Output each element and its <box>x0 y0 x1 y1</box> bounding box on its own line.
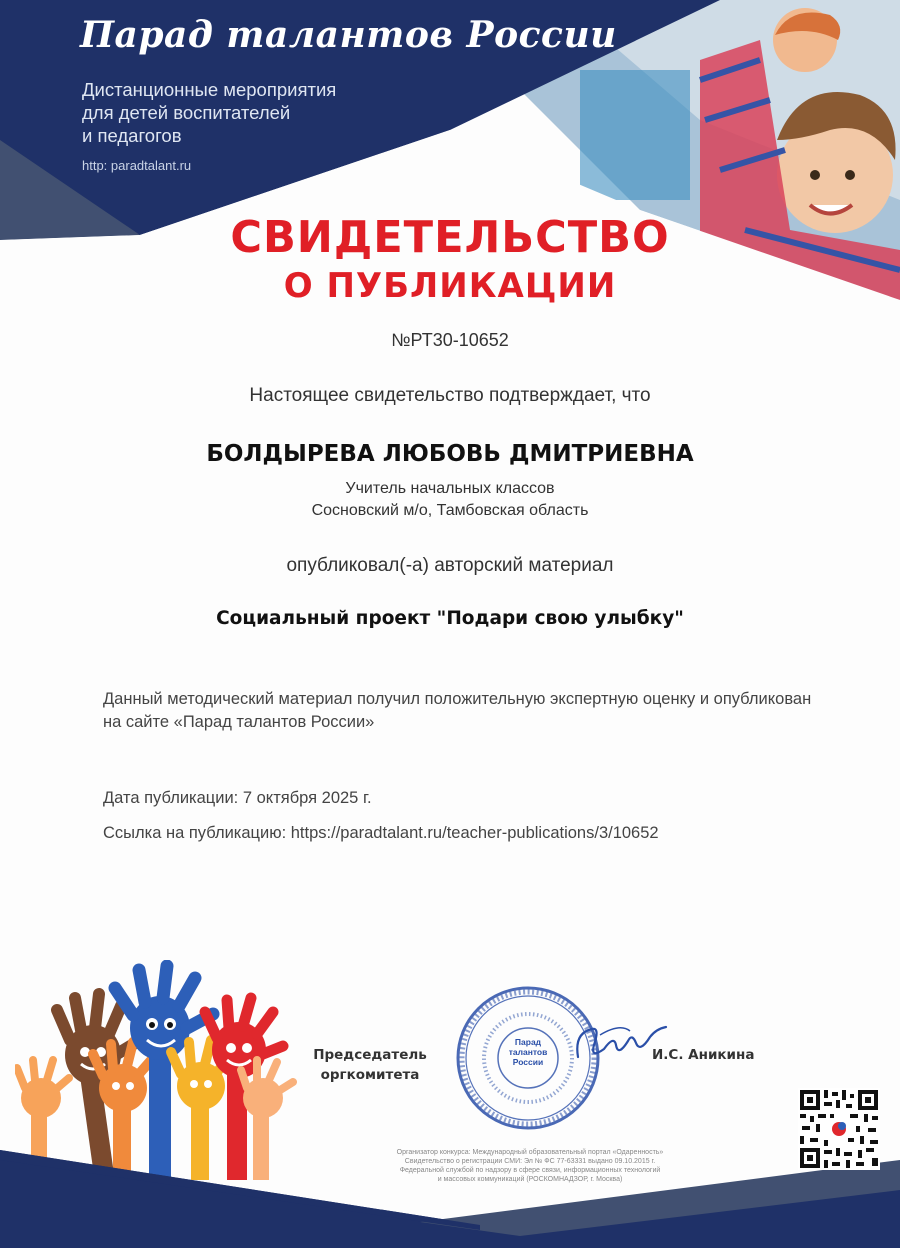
qr-code[interactable] <box>798 1088 880 1170</box>
organizer-line: Организатор конкурса: Международный образовательный портал «Одаренность» <box>396 1149 664 1156</box>
chair-title-line: оргкомитета <box>320 1067 420 1083</box>
brand-logo-title: Парад талантов России <box>80 14 617 56</box>
brand-subtitle-line: и педагогов <box>82 125 182 146</box>
certificate-title: СВИДЕТЕЛЬСТВО <box>230 212 670 263</box>
stamp-text <box>506 1037 550 1067</box>
organizer-info <box>320 1148 740 1184</box>
publication-date: Дата публикации: 7 октября 2025 г. <box>103 789 372 807</box>
signer-name: И.С. Аникина <box>652 1047 755 1063</box>
brand-url: http: paradtalant.ru <box>82 158 192 173</box>
certificate-subtitle: О ПУБЛИКАЦИИ <box>283 266 617 306</box>
material-title: Социальный проект "Подари свою улыбку" <box>216 608 684 629</box>
published-text: опубликовал(-а) авторский материал <box>286 555 614 576</box>
hands-illustration <box>15 960 305 1180</box>
certificate-number: №РТ30-10652 <box>391 330 509 350</box>
chair-title <box>300 1045 440 1085</box>
organizer-line: Федеральной службой по надзору в сфере связи, информационных технологий <box>399 1167 661 1174</box>
recipient-position: Учитель начальных классов <box>345 480 555 497</box>
stamp-text-line: талантов <box>508 1047 548 1057</box>
brand-subtitle-line: для детей воспитателей <box>82 102 291 123</box>
confirm-text: Настоящее свидетельство подтверждает, что <box>249 385 651 406</box>
material-description: Данный методический материал получил положительную экспертную оценку и опубликован на сайте «Парад талантов России» <box>103 690 812 731</box>
stamp-text-line: России <box>512 1057 544 1067</box>
brand-subtitle-line: Дистанционные мероприятия <box>82 79 337 100</box>
brand-subtitle <box>82 78 402 147</box>
recipient-name: БОЛДЫРЕВА ЛЮБОВЬ ДМИТРИЕВНА <box>206 441 694 467</box>
organizer-line: и массовых коммуникаций (РОСКОМНАДЗОР, г. Москва) <box>437 1176 623 1183</box>
publication-link: Ссылка на публикацию: https://paradtalant.ru/teacher-publications/3/10652 <box>103 824 659 842</box>
stamp-text-line: Парад <box>514 1037 542 1047</box>
chair-title-line: Председатель <box>313 1047 427 1063</box>
organizer-line: Свидетельство о регистрации СМИ: Эл № ФС 77-63331 выдано 09.10.2015 г. <box>404 1158 656 1165</box>
recipient-location: Сосновский м/о, Тамбовская область <box>311 502 589 519</box>
